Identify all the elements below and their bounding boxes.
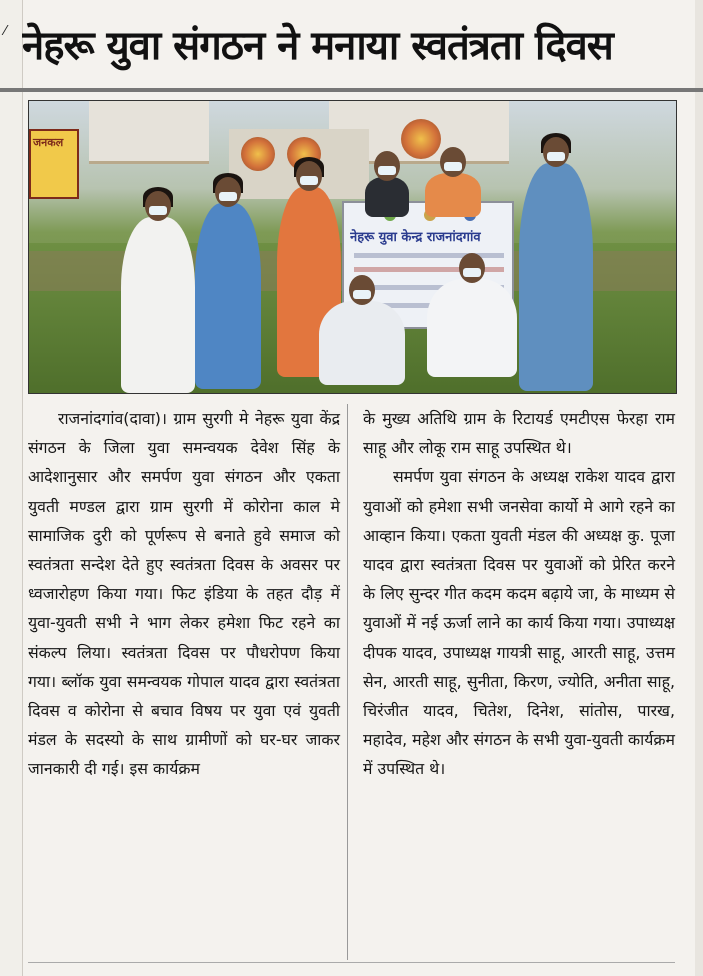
photo-person (195, 203, 261, 389)
headline: नेहरू युवा संगठन ने मनाया स्वतंत्रता दिवस (22, 23, 613, 69)
photo-wall-sign (29, 129, 79, 199)
photo-person (425, 173, 481, 217)
bottom-rule (28, 962, 675, 963)
wall-sign-text: जनकल (33, 136, 64, 149)
photo-person (365, 177, 409, 217)
article-column-1 (28, 404, 340, 784)
photo-person (519, 163, 593, 391)
page-edge (695, 0, 703, 976)
photo-person (319, 301, 405, 385)
headline-rule (0, 88, 703, 92)
photo-building-1 (89, 101, 209, 164)
photo-person (427, 279, 517, 377)
adjacent-column-fragment: ⁄ (0, 0, 23, 976)
banner-title: नेहरू युवा केन्द्र राजनांदगांव (350, 230, 481, 245)
photo-person (121, 217, 195, 393)
article-paragraph: समर्पण युवा संगठन के अध्यक्ष राकेश यादव द्वारा युवाओं को हमेशा सभी जनसेवा कार्यो मे आगे रहने का आव्हान किया। एकता युवती मंडल की अध्यक्ष कु. पूजा यादव द्वारा स्वतंत्रता दिवस पर युवाओं को प्रेरित करने के लिए सुन्दर गीत कदम कदम बढ़ाये जा, के माध्यम से युवाओं में नई ऊर्जा लाने का कार्य किया गया। उपाध्यक्ष दीपक यादव, उपाध्यक्ष गायत्री साहू, आरती साहू, उत्तम सेन, आरती साहू, सुनीता, किरण, ज्योति, अनीता साहू, चिरंजीत यादव, चितेश, दिनेश, सांतोस, पारख, महादेव, महेश और संगठन के सभी युवा-युवती कार्यक्रम में उपस्थित थे। (363, 467, 675, 779)
article-paragraph: के मुख्य अतिथि ग्राम के रिटायर्ड एमटीएस फेरहा राम साहू और लोकू राम साहू उपस्थित थे। (363, 409, 675, 458)
article-paragraph: राजनांदगांव(दावा)। ग्राम सुरगी मे नेहरू युवा केंद्र संगठन के जिला युवा समन्वयक देवेश सिंह के आदेशानुसार और समर्पण युवा संगठन और एकता युवती मण्डल द्वारा ग्राम सुरगी में कोरोना काल मे सामाजिक दुरी को पूर्णरूप से बनाते हुवे समाज को स्वतंत्रता सन्देश देते हुए स्वतंत्रता दिवस के अवसर पर ध्वजारोहण किया गया। फिट इंडिया के तहत दौड़ में युवा-युवती सभी ने भाग लेकर हमेशा फिट रहने का संकल्प लिया। स्वतंत्रता दिवस पर पौधरोपण किया गया। ब्लॉक युवा समन्वयक गोपाल यादव द्वारा स्वतंत्रता दिवस व कोरोना से बचाव विषय पर युवा एवं युवती मंडल के सदस्यो के साथ ग्रामीणों को घर-घर जाकर जानकारी दी गई। इस कार्यक्रम (28, 409, 340, 779)
photo-mural-1 (241, 137, 275, 171)
column-divider (347, 404, 348, 960)
article-column-2 (363, 404, 675, 784)
photo-mural-3 (401, 119, 441, 159)
news-photo (28, 100, 677, 394)
